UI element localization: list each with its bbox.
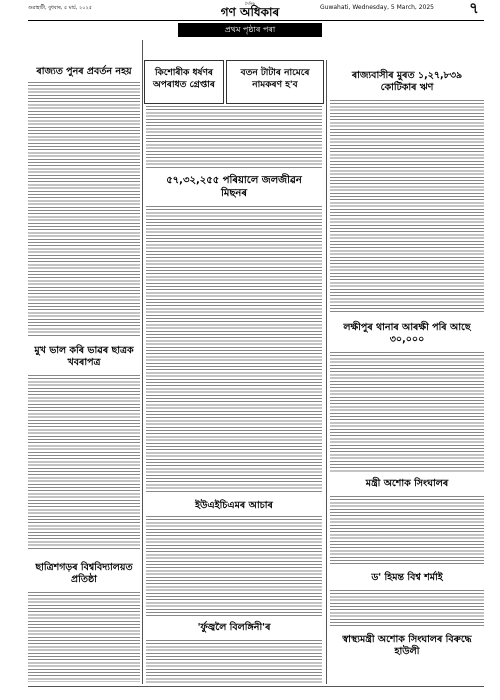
article-d2-body [330, 352, 484, 472]
top-rule [28, 20, 484, 21]
column-2 [146, 106, 322, 684]
article-c2-body [146, 516, 322, 616]
masthead [0, 0, 500, 20]
article-d4-headline: ড' হিমন্ত বিশ্ব শৰ্মাই [371, 572, 443, 583]
column-4 [330, 60, 484, 684]
logo-subtitle: দৈনিক [244, 1, 256, 6]
article-b2-box [226, 60, 324, 104]
article-c2-headline: ইউএইচিএমৰ আচাৰ [195, 500, 273, 511]
column-divider [326, 60, 327, 684]
article-d3-headline: মন্ত্ৰী অশোক সিংঘালৰ [365, 478, 449, 489]
article-d1-body [330, 100, 484, 314]
article-1-body [28, 82, 140, 338]
newspaper-logo [200, 1, 300, 19]
article-b2-headline: বতন টাটাৰ নামেৰে নামকৰণ হ'ব [240, 68, 310, 90]
article-d2-headline: লক্ষীপুৰ থানাৰ আৰক্ষী পৰি আছে ৩০,০০০ [343, 322, 471, 345]
article-c1-body [146, 206, 322, 492]
article-c3-body [146, 640, 322, 684]
logo-name: গণ অধিকাৰ [220, 5, 280, 19]
article-2-body [28, 375, 140, 551]
page-number: ৭ [469, 0, 479, 17]
article-d4-body [330, 590, 484, 626]
bottom-rule [28, 686, 484, 687]
article-3-body [28, 592, 140, 682]
article-c1-headline: ৫৭,৩২,২৫৫ পৰিয়ালে জলজীৱন মিছনৰ [166, 175, 302, 199]
article-2-headline: মুখ ভাল কৰি ভাৱৰ ছাত্ৰক খবৰাপত্ৰ [34, 345, 134, 368]
article-d3-body [330, 496, 484, 566]
article-b-body [146, 106, 322, 168]
article-c3-headline: 'ৰ্ফুজ্বলৈ বিলঙ্গিনী'ৰ [197, 622, 271, 633]
article-b1-headline: কিশোৰীক ধৰ্ষণৰ অপৰাধত গ্ৰেপ্তাৰ [153, 68, 215, 90]
section-banner: প্ৰথম পৃষ্ঠাৰ পৰা [178, 23, 322, 37]
article-1-headline: ৰাজ্যত পুনৰ প্ৰবৰ্তন নহয় [36, 66, 132, 77]
masthead-date-left: গুৱাহাটী, বুধবাৰ, ৫ মাৰ্চ, ২০২৫ [28, 5, 92, 11]
article-b1-box [144, 60, 224, 104]
masthead-date-right: Guwahati, Wednesday, 5 March, 2025 [320, 4, 434, 11]
article-d5-headline: স্বাস্থ্যমন্ত্ৰী অশোক সিংঘালৰ বিৰুদ্ধে হাউলী [342, 634, 472, 657]
column-divider [142, 40, 143, 684]
column-1 [28, 40, 140, 684]
article-d1-headline: ৰাজ্যবাসীৰ মুৰত ১,২৭,৮৩৯ কোটিকাৰ ঋণ [351, 70, 463, 93]
article-3-headline: ছাত্ৰিশগড়ৰ বিশ্ববিদ্যালয়ত প্ৰতিষ্ঠা [35, 562, 133, 585]
